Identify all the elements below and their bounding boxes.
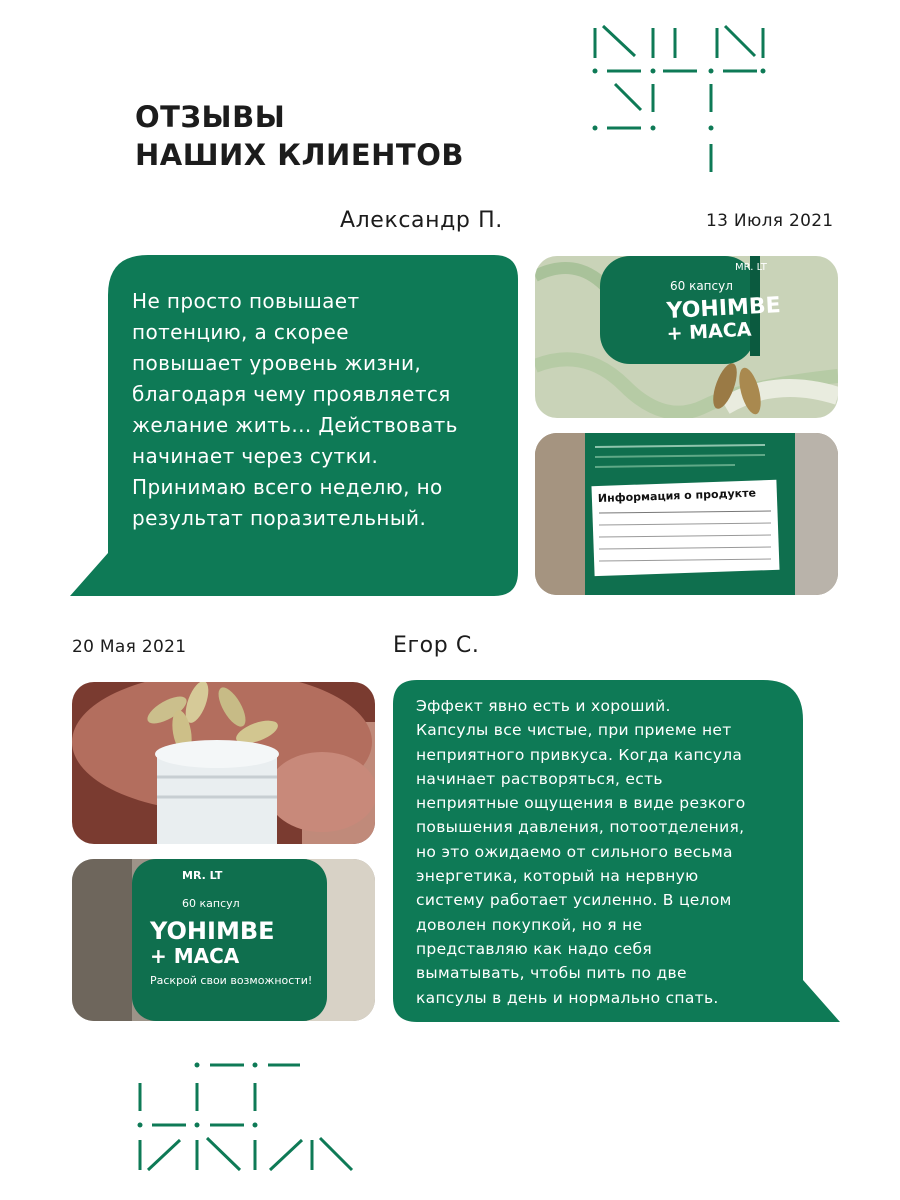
bottle-2-brand: MR. LT <box>182 869 223 882</box>
title-line-2: НАШИХ КЛИЕНТОВ <box>135 138 464 172</box>
decorative-pattern-top <box>585 20 785 180</box>
photo-label-back <box>535 433 838 595</box>
review-2-author: Егор С. <box>393 633 480 658</box>
bottle-1-brand: MR. LT <box>735 262 767 273</box>
title-line-1: ОТЗЫВЫ <box>135 100 286 134</box>
bottle-2-count: 60 капсул <box>182 897 240 910</box>
decorative-pattern-bottom <box>130 1055 370 1180</box>
bottle-2-product-line2: + MACA <box>150 944 240 968</box>
bottle-1-product-line2: + MACA <box>666 318 752 345</box>
review-2-date: 20 Мая 2021 <box>72 637 187 657</box>
photo-hand-capsules <box>72 682 375 844</box>
page-title <box>135 98 464 174</box>
review-1-text: Не просто повышает потенцию, а скорее повышает уровень жизни, благодаря чему проявляется желание жить... Действовать начинает через сутки. Принимаю всего неделю, но результат поразительный. <box>132 289 458 530</box>
bottle-1-product-line1: YOHIMBE <box>666 293 782 324</box>
review-1-date: 13 Июля 2021 <box>706 211 834 231</box>
photo-bottle-capsules <box>535 256 838 418</box>
bottle-2-slogan: Раскрой свои возможности! <box>150 974 313 987</box>
bottle-2-product-line1: YOHIMBE <box>150 917 275 945</box>
label-heading: Информация о продукте <box>597 486 757 506</box>
bottle-1-count: 60 капсул <box>670 279 733 293</box>
review-1-author: Александр П. <box>340 208 503 233</box>
review-2-text: Эффект явно есть и хороший. Капсулы все чистые, при приеме нет неприятного привкуса. Когда капсула начинает растворяться, есть неприятные ощущения в виде резкого повышения давления, потоотделения, но это ожидаемо от сильного весьма энергетика, который на нервную систему работает усиленно. В целом доволен покупкой, но я не представляю как надо себя выматывать, чтобы пить по две капсулы в день и нормально спать. <box>416 697 746 1007</box>
photo-bottle-front <box>72 859 375 1021</box>
